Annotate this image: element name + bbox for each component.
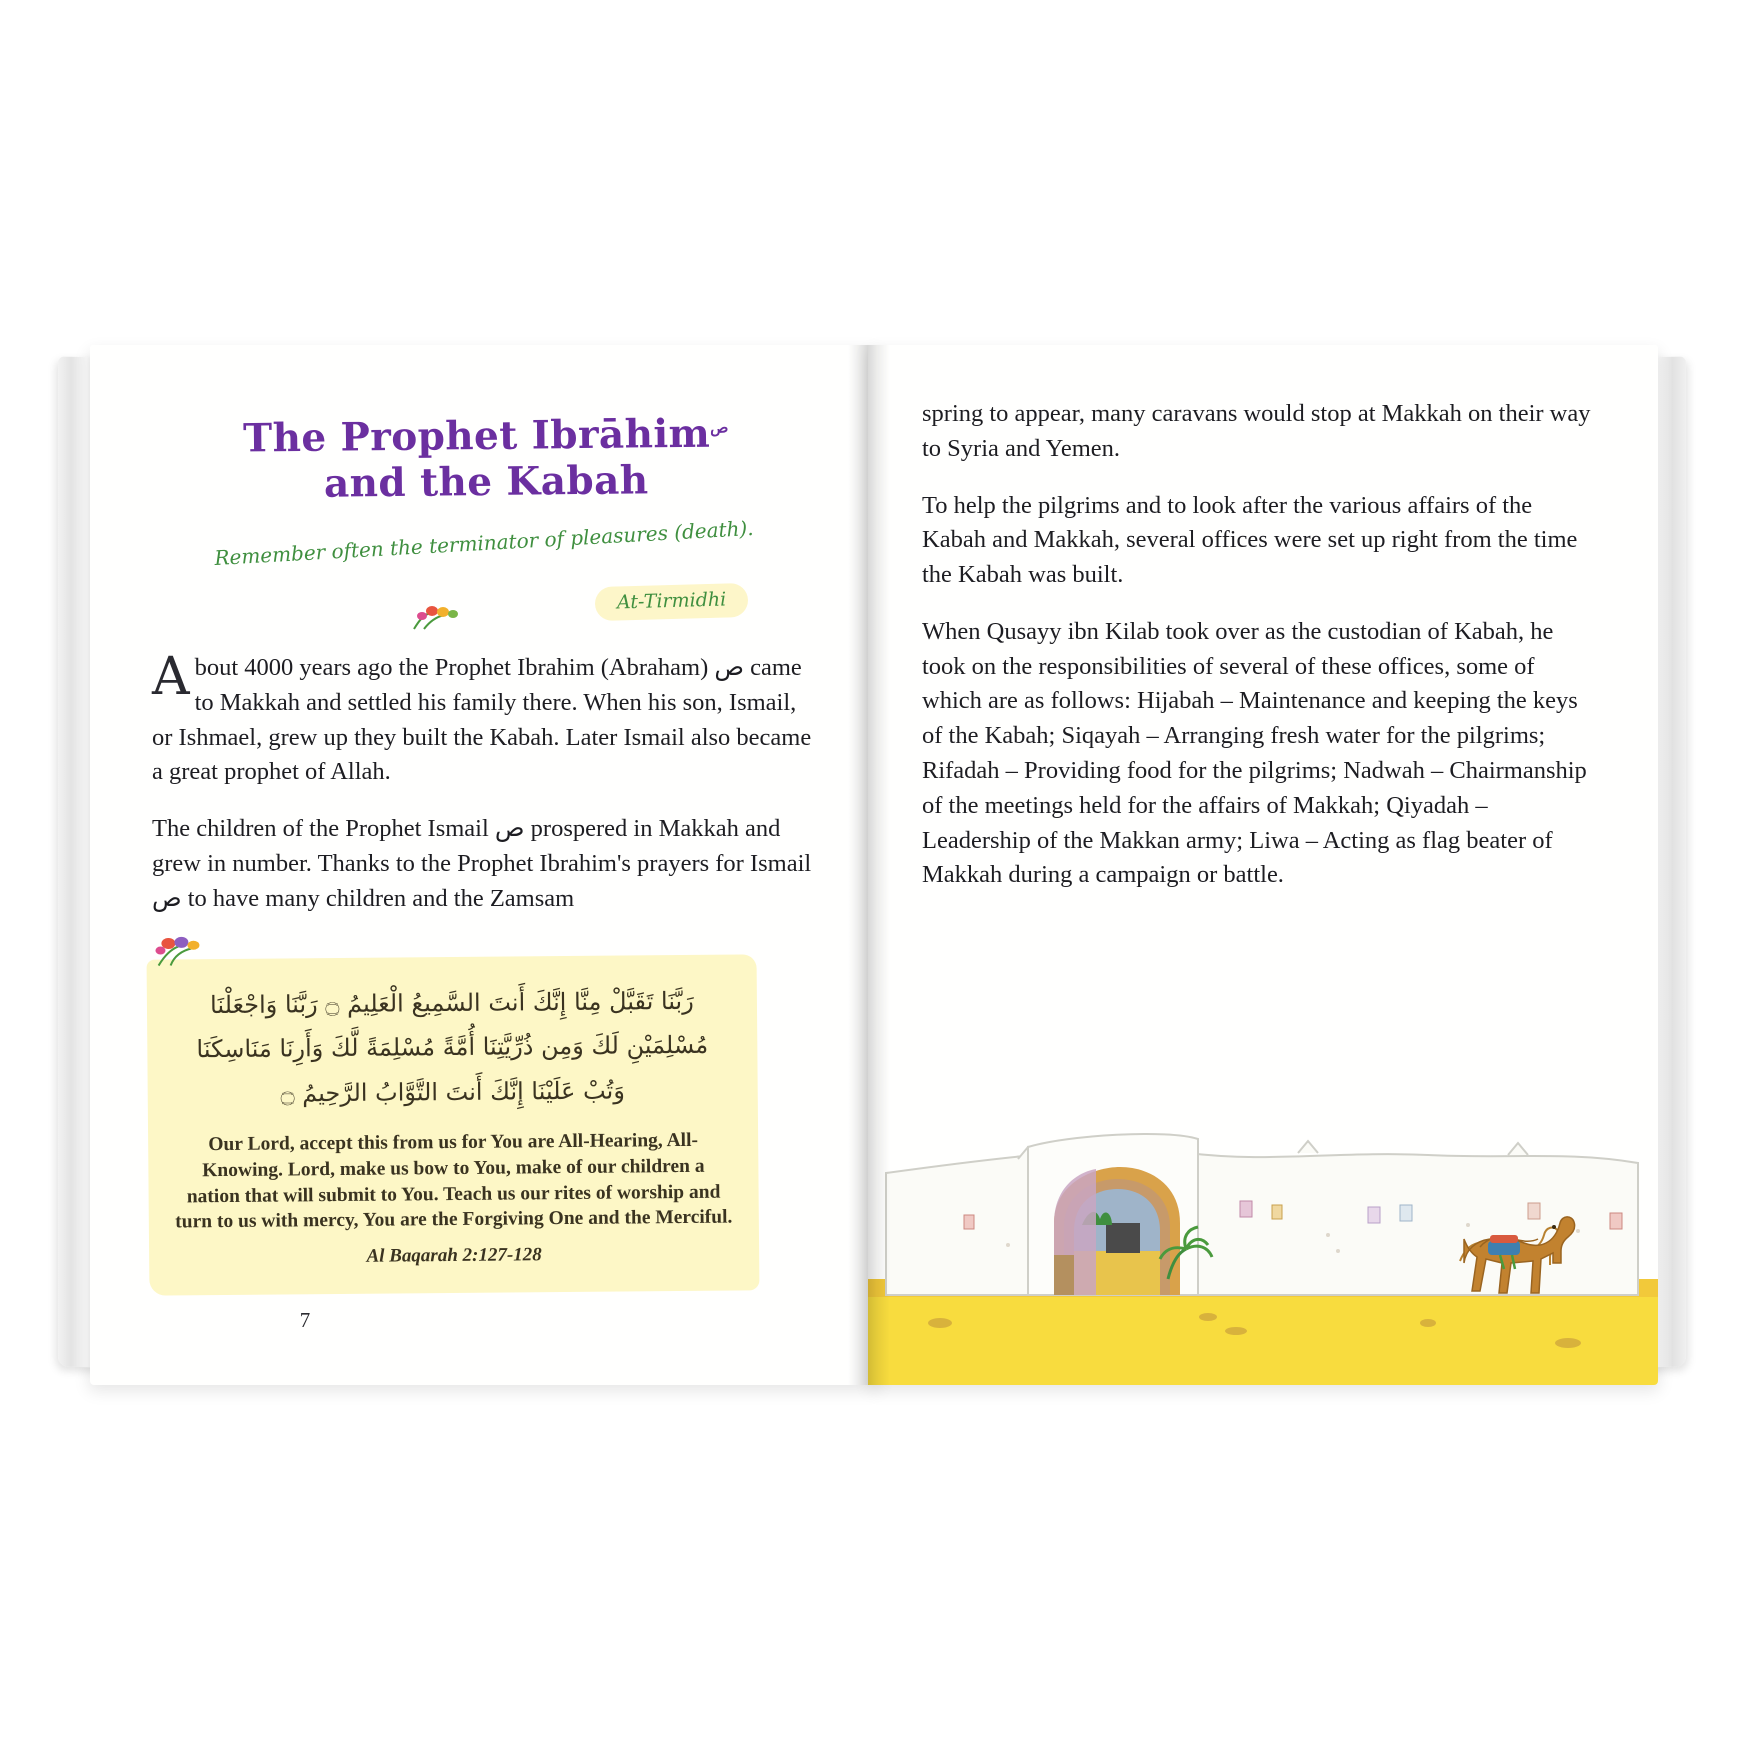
open-book	[58, 345, 1686, 1400]
hadith-text: Remember often the terminator of pleasures (death).	[213, 515, 755, 571]
sallallahu-symbol-icon: ص	[710, 418, 729, 437]
page-title-line-2: and the Kabah	[323, 457, 649, 507]
drop-cap: A	[152, 647, 190, 708]
body-paragraph-2: The children of the Prophet Ismail ص prospered in Makkah and grew in number. Thanks to the Prophet Ibrahim's prayers for Ismail ص to have many children and the Zamsam	[152, 815, 812, 912]
page-number-left: 7	[299, 1308, 311, 1332]
quran-quote-box	[147, 954, 760, 1295]
flower-decoration-icon	[410, 603, 464, 631]
hadith-block	[152, 515, 820, 637]
left-page	[90, 345, 880, 1385]
hadith-source: At-Tirmidhi	[594, 583, 748, 621]
quran-translation: Our Lord, accept this from us for You are All-Hearing, All-Knowing. Lord, make us bow to You, make of our children a nation that will submit to You. Teach us our rites of worship and turn to us with mercy, You are the Forgiving One and the Merciful.	[175, 1129, 733, 1233]
body-paragraph-1	[152, 647, 820, 790]
quran-arabic-line-1: رَبَّنَا تَقَبَّلْ مِنَّا إِنَّكَ أَنتَ السَّمِيعُ الْعَلِيمُ ۝ رَبَّنَا وَاجْعَلْنَا	[209, 986, 694, 1019]
quran-arabic-line-2: مُسْلِمَيْنِ لَكَ وَمِن ذُرِّيَّتِنَا أُمَّةً مُسْلِمَةً لَّكَ وَأَرِنَا مَنَاسِكَنَا	[196, 1030, 709, 1064]
page-title	[152, 410, 821, 509]
flower-decoration-icon-2	[152, 933, 210, 968]
right-page	[868, 345, 1658, 1385]
right-paragraph-3: When Qusayy ibn Kilab took over as the custodian of Kabah, he took on the responsibilities of several of these offices, some of which are as follows: Hijabah – Maintenance and keeping the keys of the Kabah; Siqayah – Arranging fresh water for the pilgrims; Rifadah – Providing food for the pilgrims; Nadwah – Chairmanship of the meetings held for the affairs of Makkah; Qiyadah – Leadership of the Makkan army; Liwa – Acting as flag beater of Makkah during a campaign or battle.	[922, 617, 1587, 889]
body-paragraph-1-text: bout 4000 years ago the Prophet Ibrahim (Abraham) ص came to Makkah and settled his family there. When his son, Ismail, or Ishmael, grew up they built the Kabah. Later Ismail also became a great prophet of Allah.	[152, 654, 812, 786]
illustration-makkah-gate	[868, 1055, 1658, 1385]
quran-arabic-line-3: وَتُبْ عَلَيْنَا إِنَّكَ أَنتَ التَّوَّابُ الرَّحِيمُ ۝	[280, 1075, 626, 1107]
illustration-svg	[868, 1055, 1658, 1385]
page-title-line-1: The Prophet Ibrāhim	[242, 410, 711, 462]
right-paragraph-1: spring to appear, many caravans would stop at Makkah on their way to Syria and Yemen.	[922, 400, 1591, 462]
right-paragraph-2: To help the pilgrims and to look after the various affairs of the Kabah and Makkah, several offices were set up right from the time the Kabah was built.	[922, 491, 1578, 589]
quran-reference: Al Baqarah 2:127-128	[366, 1243, 542, 1267]
